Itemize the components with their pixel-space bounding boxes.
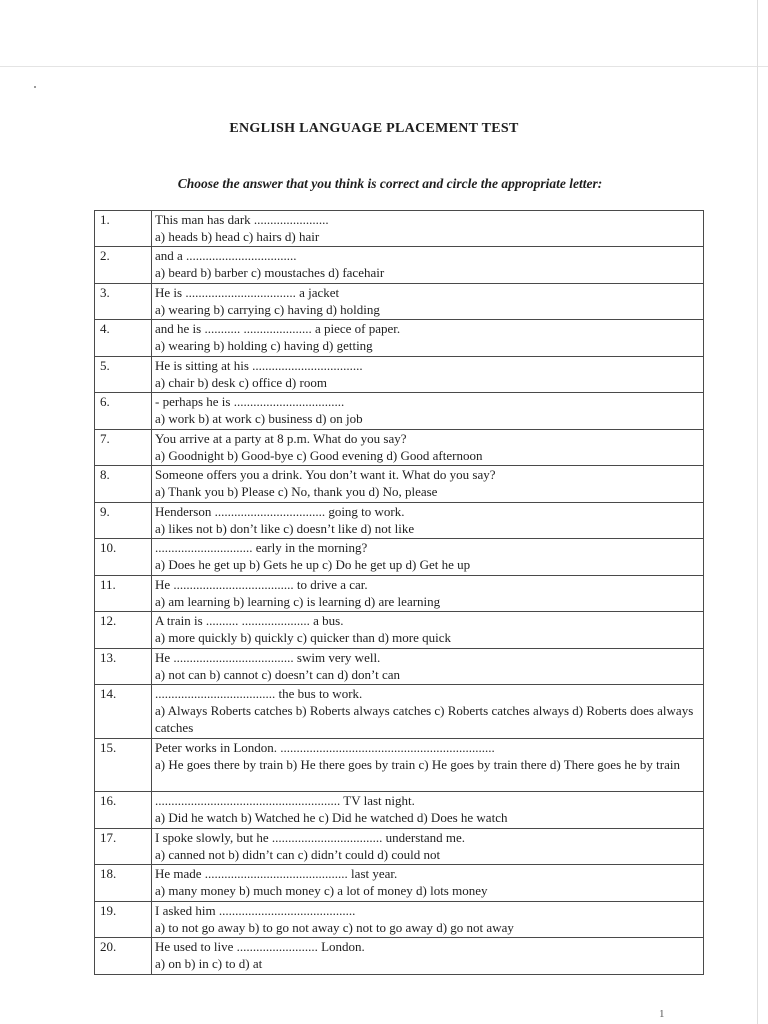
answer-options[interactable]: a) likes not b) don’t like c) doesn’t like d) not like	[155, 520, 415, 536]
answer-options[interactable]: a) wearing b) carrying c) having d) holding	[155, 301, 380, 317]
page-top-edge	[0, 66, 768, 67]
question-row-1	[95, 211, 704, 247]
question-row-16	[95, 792, 704, 828]
question-row-10	[95, 539, 704, 575]
question-row-17	[95, 828, 704, 864]
question-content	[152, 865, 704, 901]
question-number: 5.	[95, 356, 152, 392]
question-number: 1.	[95, 211, 152, 247]
question-row-7	[95, 429, 704, 465]
question-row-4	[95, 320, 704, 356]
question-number: 4.	[95, 320, 152, 356]
answer-options[interactable]: a) heads b) head c) hairs d) hair	[155, 229, 320, 244]
page-right-edge	[757, 0, 758, 1024]
question-row-19	[95, 901, 704, 937]
answer-options[interactable]: a) not can b) cannot c) doesn’t can d) don’t can	[155, 666, 400, 682]
answer-options[interactable]: a) chair b) desk c) office d) room	[155, 374, 327, 390]
question-prompt: You arrive at a party at 8 p.m. What do you say?	[155, 430, 407, 446]
question-row-5	[95, 356, 704, 392]
answer-options[interactable]: a) many money b) much money c) a lot of money d) lots money	[155, 883, 488, 899]
question-prompt: Peter works in London. ..................................................................	[155, 739, 495, 755]
question-prompt: .............................. early in the morning?	[155, 540, 368, 556]
answer-options[interactable]: a) am learning b) learning c) is learning d) are learning	[155, 593, 441, 609]
instructions-text: Choose the answer that you think is correct and circle the appropriate letter:	[177, 176, 603, 191]
question-content	[152, 429, 704, 465]
page-title: ENGLISH LANGUAGE PLACEMENT TEST	[229, 121, 519, 136]
answer-options[interactable]: a) beard b) barber c) moustaches d) facehair	[155, 265, 385, 281]
question-prompt: He made ............................................ last year.	[155, 866, 398, 882]
question-prompt: and he is ........... ..................... a piece of paper.	[155, 321, 401, 337]
question-content	[152, 648, 704, 684]
question-number: 13.	[95, 648, 152, 684]
answer-options[interactable]: a) Goodnight b) Good-bye c) Good evening d) Good afternoon	[155, 447, 483, 463]
question-prompt: He used to live ......................... London.	[155, 939, 365, 955]
answer-options[interactable]: a) canned not b) didn’t can c) didn’t could d) could not	[155, 846, 441, 862]
question-number: 17.	[95, 828, 152, 864]
question-number: 15.	[95, 738, 152, 792]
question-row-9	[95, 502, 704, 538]
question-number: 12.	[95, 612, 152, 648]
answer-options[interactable]: a) on b) in c) to d) at	[155, 956, 263, 972]
scan-speck	[34, 86, 36, 88]
question-content	[152, 792, 704, 828]
question-prompt: Henderson .................................. going to work.	[155, 503, 405, 519]
question-row-13	[95, 648, 704, 684]
question-row-18	[95, 865, 704, 901]
question-number: 14.	[95, 685, 152, 739]
question-number: 11.	[95, 575, 152, 611]
answer-options[interactable]: a) Did he watch b) Watched he c) Did he watched d) Does he watch	[155, 810, 508, 826]
question-row-3	[95, 283, 704, 319]
question-number: 18.	[95, 865, 152, 901]
answer-options[interactable]: a) work b) at work c) business d) on job	[155, 411, 363, 427]
question-prompt: He is sitting at his ..................................	[155, 357, 363, 373]
answer-options[interactable]: a) wearing b) holding c) having d) getting	[155, 338, 373, 354]
question-content	[152, 938, 704, 975]
question-content	[152, 393, 704, 429]
question-prompt: I spoke slowly, but he .................................. understand me.	[155, 829, 466, 845]
answer-options[interactable]: a) He goes there by train b) He there goes by train c) He goes by train there d) There goes he by train	[155, 756, 680, 772]
question-content	[152, 828, 704, 864]
question-number: 20.	[95, 938, 152, 975]
question-content	[152, 738, 704, 792]
question-content	[152, 575, 704, 611]
question-prompt: A train is .......... ..................... a bus.	[155, 613, 344, 629]
question-number: 19.	[95, 901, 152, 937]
question-content	[152, 685, 704, 739]
question-prompt: and a ..................................	[155, 248, 297, 264]
question-row-12	[95, 612, 704, 648]
question-number: 7.	[95, 429, 152, 465]
answer-options[interactable]: a) more quickly b) quickly c) quicker than d) more quick	[155, 630, 452, 646]
question-prompt: He ..................................... to drive a car.	[155, 576, 368, 592]
question-row-20	[95, 938, 704, 975]
question-prompt: This man has dark .......................	[155, 212, 329, 227]
question-content	[152, 466, 704, 502]
question-prompt: He is .................................. a jacket	[155, 284, 340, 300]
question-content	[152, 502, 704, 538]
answer-options[interactable]: a) Always Roberts catches b) Roberts always catches c) Roberts catches always d) Roberts does always catches	[155, 703, 694, 736]
question-content	[152, 901, 704, 937]
question-prompt: Someone offers you a drink. You don’t want it. What do you say?	[155, 467, 496, 483]
answer-options[interactable]: a) Does he get up b) Gets he up c) Do he get up d) Get he up	[155, 557, 471, 573]
question-content	[152, 356, 704, 392]
answer-options[interactable]: a) to not go away b) to go not away c) not to go away d) go not away	[155, 919, 514, 935]
question-content	[152, 612, 704, 648]
question-row-14	[95, 685, 704, 739]
question-prompt: ......................................................... TV last night.	[155, 793, 415, 809]
question-content	[152, 539, 704, 575]
question-prompt: ..................................... the bus to work.	[155, 686, 363, 702]
question-number: 2.	[95, 247, 152, 283]
question-content	[152, 211, 704, 247]
question-prompt: He ..................................... swim very well.	[155, 649, 381, 665]
question-number: 3.	[95, 283, 152, 319]
question-number: 8.	[95, 466, 152, 502]
question-prompt: - perhaps he is ..................................	[155, 394, 345, 410]
page-number: 1	[659, 1008, 665, 1020]
question-content	[152, 320, 704, 356]
question-row-15	[95, 738, 704, 792]
questions-table	[94, 210, 704, 975]
question-content	[152, 247, 704, 283]
question-row-6	[95, 393, 704, 429]
question-row-8	[95, 466, 704, 502]
question-number: 16.	[95, 792, 152, 828]
question-number: 10.	[95, 539, 152, 575]
answer-options[interactable]: a) Thank you b) Please c) No, thank you d) No, please	[155, 484, 438, 500]
question-number: 9.	[95, 502, 152, 538]
question-number: 6.	[95, 393, 152, 429]
question-row-2	[95, 247, 704, 283]
question-prompt: I asked him ..........................................	[155, 902, 356, 918]
question-content	[152, 283, 704, 319]
question-row-11	[95, 575, 704, 611]
